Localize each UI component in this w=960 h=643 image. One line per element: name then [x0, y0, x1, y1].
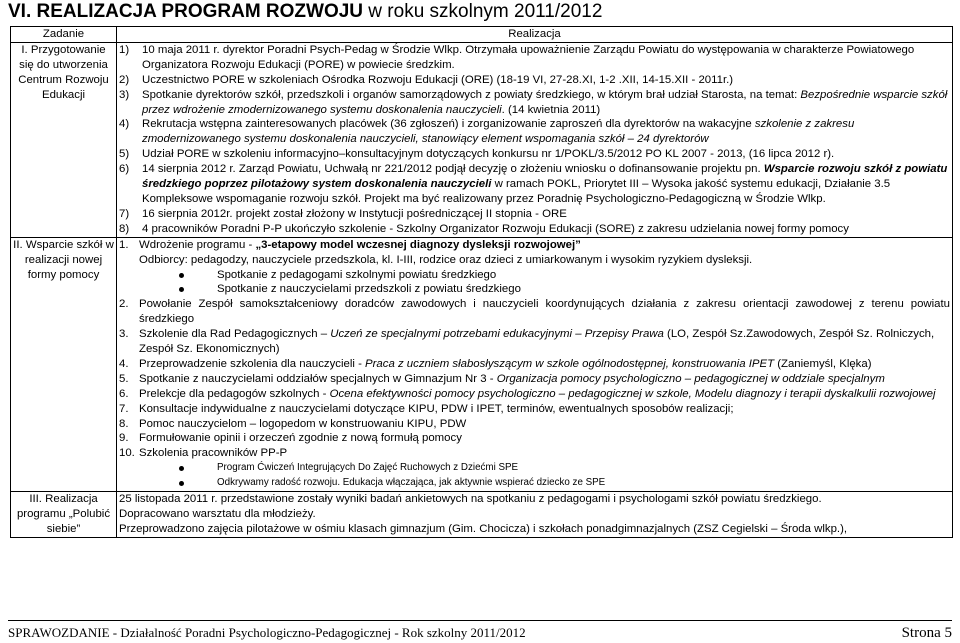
list-item: 9. Formułowanie opinii i orzeczeń zgodnie z nową formułą pomocy — [119, 432, 462, 445]
text-line: Dopracowano warsztatu dla młodzieży. — [119, 508, 316, 520]
list-item: 8. Pomoc nauczycielom – logopedom w konstruowaniu KIPU, PDW — [119, 417, 467, 430]
list-item: 4) Rekrutacja wstępna zainteresowanych placówek (36 zgłoszeń) i zorganizowanie zaproszeń dla dyrektorów na wakacyjne szkolenie z zakresu zmodernizowanego systemu doskonalenia nauczycieli, stanowiący element wspomagania szkół – 24 dyrektorów — [119, 118, 855, 146]
text-line: Przeprowadzono zajęcia pilotażowe w ośmiu klasach gimnazjum (Gim. Chocicza) i szkołach ponadgimnazjalnych (ZSZ Cegielski – Środa wlkp.), — [119, 522, 848, 535]
bullet-icon — [169, 476, 217, 491]
list-item: 1) 10 maja 2011 r. dyrektor Poradni Psych-Pedag w Środzie Wlkp. Otrzymała upoważnienie Zarządu Powiatu do występowania w charakterze Powiatowego Organizatora Rozwoju Edukacji (PORE) w powiecie średzkim. — [119, 43, 915, 71]
list-item: 2. Powołanie Zespół samokształceniowy doradców zawodowych i nauczycieli koordynujących działania z zakresu orientacji zawodowej z terenu powiatu średzkiego — [119, 298, 950, 326]
footer-text: SPRAWOZDANIE - Działalność Poradni Psychologiczno-Pedagogicznej - Rok szkolny 2011/2012 — [8, 625, 526, 640]
list-item: 7) 16 sierpnia 2012r. projekt został złożony w Instytucji pośredniczącej II stopnia - ORE — [119, 207, 567, 220]
list-item: 8) 4 pracowników Poradni P-P ukończyło szkolenie - Szkolny Organizator Rozwoju Edukacji (SORE) z zakresu udzielania nowej formy pomocy — [119, 222, 849, 235]
section-2-label: II. Wsparcie szkół w realizacji nowej formy pomocy — [11, 237, 117, 491]
section-2-content — [117, 237, 953, 491]
list-item: 4. Przeprowadzenie szkolenia dla nauczycieli - Praca z uczniem słabosłyszącym w szkole ogólnodostępnej, konstruowania IPET (Zaniemyśl, Klęka) — [119, 357, 872, 370]
section-1-content — [117, 42, 953, 237]
page-number: Strona 5 — [901, 625, 952, 641]
list-item: 6. Prelekcje dla pedagogów szkolnych - Ocena efektywności pomocy psychologiczno – pedagogicznej w szkole, Modelu diagnozy i terapii dyskalkulii rozwojowej — [119, 387, 936, 400]
list-item: 7. Konsultacje indywidualne z nauczycielami dotyczące KIPU, PDW i IPET, terminów, ewentualnych sposobów realizacji; — [119, 402, 734, 415]
bullet-icon — [169, 282, 217, 297]
section-1-label: I. Przygotowanie się do utworzenia Centrum Rozwoju Edukacji — [11, 42, 117, 237]
bullet-item: Spotkanie z nauczycielami przedszkoli z powiatu średzkiego — [119, 282, 950, 297]
section-3-row — [11, 492, 953, 538]
header-realizacja: Realizacja — [117, 27, 953, 43]
bullet-item: Program Ćwiczeń Integrujących Do Zajęć Ruchowych z Dziećmi SPE — [119, 461, 950, 476]
list-item: 3. Szkolenie dla Rad Pedagogicznych – Uczeń ze specjalnymi potrzebami edukacyjnymi – Przepisy Prawa (LO, Zespół Sz.Zawodowych, Zespół Sz. Rolniczych, Zespół Sz. Ekonomicznych) — [119, 328, 935, 356]
bullet-icon — [169, 461, 217, 476]
section-2-row — [11, 237, 953, 491]
section-3-content — [117, 492, 953, 538]
list-item: 2) Uczestnictwo PORE w szkoleniach Ośrodka Rozwoju Edukacji (ORE) (18-19 VI, 27-28.XI, 1-2 .XII, 14-15.XII - 2011r.) — [119, 73, 734, 86]
page-title: VI. REALIZACJA PROGRAM ROZWOJU w roku szkolnym 2011/2012 — [8, 1, 603, 22]
header-zadanie: Zadanie — [11, 27, 117, 43]
list-item: 3) Spotkanie dyrektorów szkół, przedszkoli i organów samorządowych z powiaty średzkiego, w którym brał udział Starosta, na temat: Bezpośrednie wsparcie szkół przez wdrożenie zmodernizowanego systemu doskonalenia nauczycieli. (14 kwietnia 2011) — [119, 88, 948, 116]
section-3-label: III. Realizacja programu „Polubić siebie” — [11, 492, 117, 538]
text-line: 25 listopada 2011 r. przedstawione zostały wyniki badań ankietowych na spotkaniu z pedagogami i psychologami szkół powiatu średzkiego. — [119, 493, 822, 506]
section-1-row — [11, 42, 953, 237]
bullet-item: Odkrywamy radość rozwoju. Edukacja włączająca, jak aktywnie wspierać dziecko ze SPE — [119, 476, 950, 491]
bullet-icon — [169, 268, 217, 283]
page-footer — [8, 620, 952, 642]
list-item: 1. Wdrożenie programu - „3-etapowy model wczesnej diagnozy dysleksji rozwojowej” — [119, 238, 581, 251]
list-item: 5) Udział PORE w szkoleniu informacyjno–konsultacyjnym dotyczących konkursu nr 1/POKL/3.5/2012 PO KL 2007 - 2013, (16 lipca 2012 r). — [119, 148, 835, 161]
bullet-item: Spotkanie z pedagogami szkolnymi powiatu średzkiego — [119, 268, 950, 283]
audience-line: Odbiorcy: pedagodzy, nauczyciele przedszkola, kl. I-III, rodzice oraz dzieci z umiarkowanym i wysokim ryzykiem dysleksji. — [139, 253, 753, 266]
list-item: 10. Szkolenia pracowników PP-P — [119, 447, 288, 460]
list-item: 5. Spotkanie z nauczycielami oddziałów specjalnych w Gimnazjum Nr 3 - Organizacja pomocy psychologiczno – pedagogicznej w oddziale specjalnym — [119, 372, 885, 385]
report-table — [10, 26, 953, 538]
table-header-row — [11, 27, 953, 43]
list-item: 6) 14 sierpnia 2012 r. Zarząd Powiatu, Uchwałą nr 221/2012 podjął decyzję o złożeniu wniosku o dofinansowanie projektu pn. Wsparcie rozwoju szkół z powiatu średzkiego poprzez pilotażowy system doskonalenia nauczycieli w ramach POKL, Priorytet III – Wysoka jakość systemu edukacji, Działanie 3.5 Kompleksowe wspomaganie rozwoju szkół. Projekt ma być realizowany przez Poradnię Psychologiczno-Pedagogiczną w Środzie Wlkp. — [119, 163, 948, 205]
